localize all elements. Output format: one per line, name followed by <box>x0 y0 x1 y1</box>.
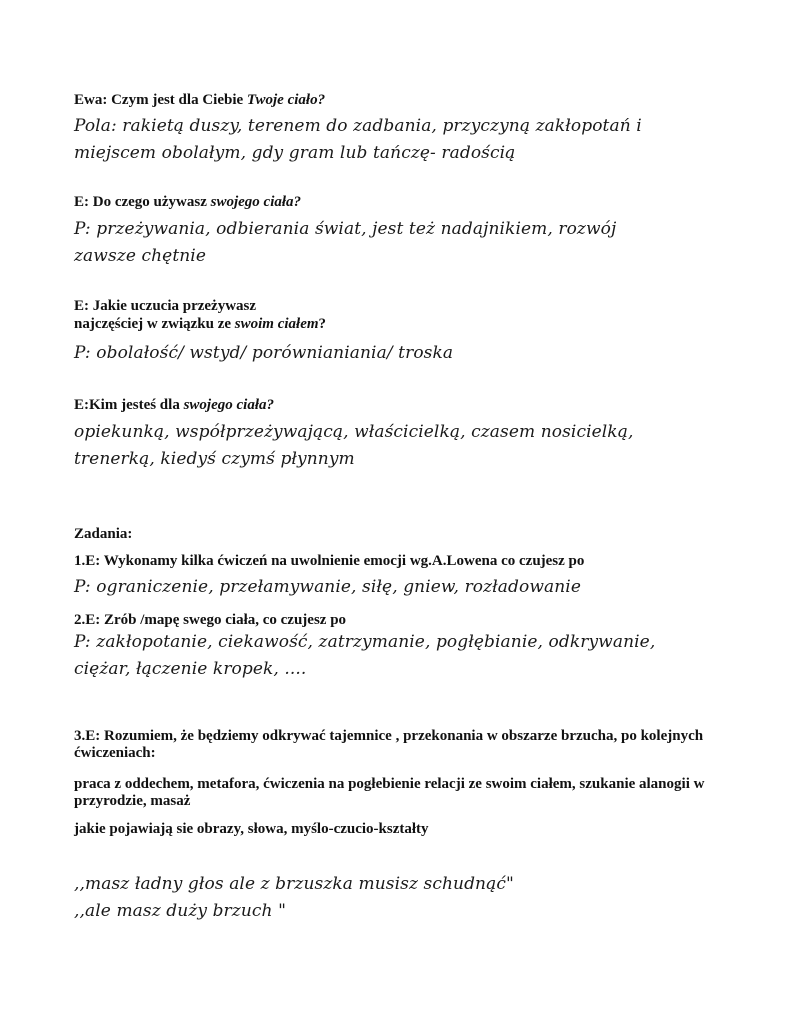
question-3-line-2 <box>74 315 326 333</box>
task-2-answer-line-1: P: zakłopotanie, ciekawość, zatrzymanie, pogłębianie, odkrywanie, <box>74 632 656 652</box>
task-3-prompt: jakie pojawiają sie obrazy, słowa, myślo-czucio-kształty <box>74 821 429 837</box>
answer-2-line-1: P: przeżywania, odbierania świat, jest też nadajnikiem, rozwój <box>74 219 617 239</box>
question-3-line-1: E: Jakie uczucia przeżywasz <box>74 298 257 314</box>
answer-2-line-2: zawsze chętnie <box>74 246 206 266</box>
question-3-text: najczęściej w związku ze <box>74 316 235 332</box>
question-1 <box>74 91 325 109</box>
question-4-emphasis: swojego ciała? <box>183 397 274 413</box>
task-3-quote-2: ,,ale masz duży brzuch " <box>74 901 286 921</box>
question-1-text: Ewa: Czym jest dla Ciebie <box>74 92 247 108</box>
question-3-emphasis: swoim ciałem <box>234 316 319 332</box>
tasks-heading: Zadania: <box>74 526 133 542</box>
task-1: 1.E: Wykonamy kilka ćwiczeń na uwolnienie emocji wg.A.Lowena co czujesz po <box>74 553 585 569</box>
task-3: 3.E: Rozumiem, że będziemy odkrywać tajemnice , przekonania w obszarze brzucha, po kolejnych ćwiczeniach: <box>74 728 704 761</box>
answer-3-line-1: P: obolałość/ wstyd/ porównianiania/ troska <box>74 343 454 363</box>
answer-4-line-2: trenerką, kiedyś czymś płynnym <box>74 449 355 469</box>
task-3-quote-1: ,,masz ładny głos ale z brzuszka musisz schudnąć" <box>74 874 514 894</box>
task-2: 2.E: Zrób /mapę swego ciała, co czujesz po <box>74 612 347 628</box>
question-4-text: E:Kim jesteś dla <box>74 397 184 413</box>
answer-4-line-1: opiekunką, współprzeżywającą, właścicielką, czasem nosicielką, <box>74 422 634 442</box>
question-4 <box>74 396 274 414</box>
question-3-suffix: ? <box>318 316 327 332</box>
answer-1-line-1: Pola: rakietą duszy, terenem do zadbania, przyczyną zakłopotań i <box>74 116 642 136</box>
task-3-exercises: praca z oddechem, metafora, ćwiczenia na pogłebienie relacji ze swoim ciałem, szukanie alanogii w przyrodzie, masaż <box>74 776 705 809</box>
question-2-emphasis: swojego ciała? <box>210 194 302 210</box>
task-1-answer: P: ograniczenie, przełamywanie, siłę, gniew, rozładowanie <box>74 577 581 597</box>
question-2-text: E: Do czego używasz <box>74 194 211 210</box>
task-2-answer-line-2: ciężar, łączenie kropek, .... <box>74 659 307 679</box>
question-2 <box>74 193 301 211</box>
answer-1-line-2: miejscem obolałym, gdy gram lub tańczę- radością <box>74 143 516 163</box>
question-1-emphasis: Twoje ciało? <box>246 92 326 108</box>
